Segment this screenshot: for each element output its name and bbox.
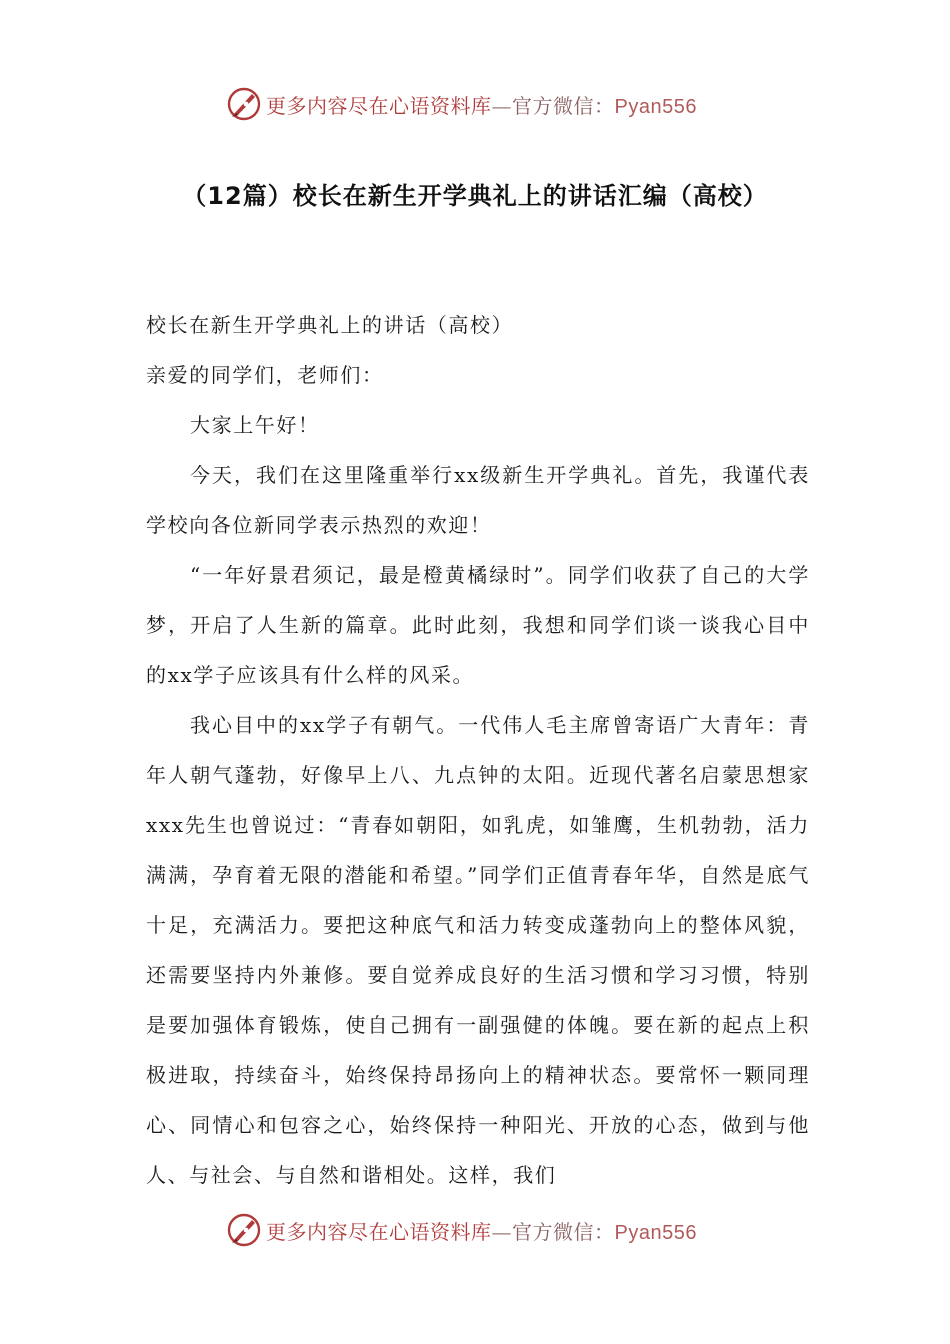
body-paragraph-2: 今天，我们在这里隆重举行xx级新生开学典礼。首先，我谨代表学校向各位新同学表示热烈的欢迎！ — [146, 463, 810, 537]
banner-main-text: 更多内容尽在心语资料库 — [266, 1219, 492, 1244]
banner-separator: — — [491, 93, 512, 118]
document-body — [146, 300, 810, 1200]
body-paragraph-1: 大家上午好！ — [190, 413, 320, 437]
document-title: （12篇）校长在新生开学典礼上的讲话汇编（高校） — [182, 182, 768, 210]
banner-text — [266, 1216, 697, 1245]
banner-wechat-label: 官方微信： — [512, 1219, 615, 1244]
banner-main-text: 更多内容尽在心语资料库 — [266, 93, 492, 118]
banner-wechat-id: Pyan556 — [614, 95, 697, 118]
header-banner — [226, 84, 746, 124]
body-paragraph-3: “一年好景君须记，最是橙黄橘绿时”。同学们收获了自己的大学梦，开启了人生新的篇章。此时此刻，我想和同学们谈一谈我心目中的xx学子应该具有什么样的风采。 — [146, 563, 810, 687]
speech-subtitle: 校长在新生开学典礼上的讲话（高校） — [146, 313, 514, 337]
footer-banner — [226, 1210, 746, 1250]
salutation: 亲爱的同学们，老师们： — [146, 363, 384, 387]
body-paragraph-4: 我心目中的xx学子有朝气。一代伟人毛主席曾寄语广大青年：青年人朝气蓬勃，好像早上八、九点钟的太阳。近现代著名启蒙思想家xxx先生也曾说过：“青春如朝阳，如乳虎，如雏鹰，生机勃勃，活力满满，孕育着无限的潜能和希望。”同学们正值青春年华，自然是底气十足，充满活力。要把这种底气和活力转变成蓬勃向上的整体风貌，还需要坚持内外兼修。要自觉养成良好的生活习惯和学习习惯，特别是要加强体育锻炼，使自己拥有一副强健的体魄。要在新的起点上积极进取，持续奋斗，始终保持昂扬向上的精神状态。要常怀一颗同理心、同情心和包容之心，始终保持一种阳光、开放的心态，做到与他人、与社会、与自然和谐相处。这样，我们 — [146, 713, 810, 1187]
quill-pen-logo-icon — [226, 86, 262, 122]
banner-wechat-label: 官方微信： — [512, 93, 615, 118]
quill-pen-logo-icon — [226, 1212, 262, 1248]
banner-wechat-id: Pyan556 — [614, 1221, 697, 1244]
banner-separator: — — [491, 1219, 512, 1244]
banner-text — [266, 90, 697, 119]
